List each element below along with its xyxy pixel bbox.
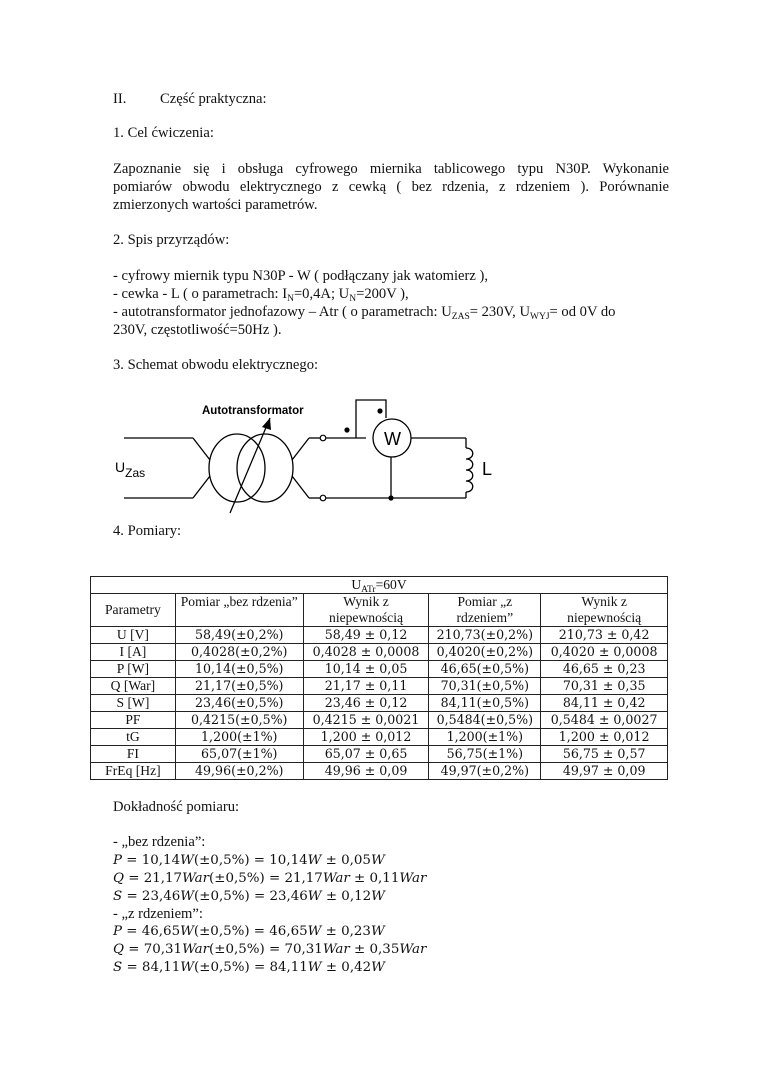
cell-r1: 1,200 ± 0,012	[303, 729, 429, 746]
voltage-cell: $U_{ATr}=60V$	[91, 577, 668, 594]
cell-param: FI	[91, 746, 176, 763]
cell-m2: 210,73(±0,2%)	[429, 627, 541, 644]
table-header-row	[91, 594, 668, 627]
coil-label: L	[482, 459, 493, 479]
table-row	[91, 627, 668, 644]
cell-r2: 0,4020 ± 0,0008	[541, 644, 668, 661]
cell-m2: 84,11(±0,5%)	[429, 695, 541, 712]
table-row	[91, 678, 668, 695]
cell-param: I [A]	[91, 644, 176, 661]
cell-r1: 49,96 ± 0,09	[303, 763, 429, 780]
equation: Q = 21,17War(±0,5%) = 21,17War ± 0,11War	[113, 871, 427, 886]
cell-r2: 46,65 ± 0,23	[541, 661, 668, 678]
header-col3: Pomiar „z rdzeniem”	[429, 594, 541, 627]
cell-m1: 65,07(±1%)	[175, 746, 303, 763]
wattmeter-label: W	[384, 429, 401, 449]
cell-m1: 23,46(±0,5%)	[175, 695, 303, 712]
cell-m2: 0,4020(±0,2%)	[429, 644, 541, 661]
table-row	[91, 661, 668, 678]
cell-r1: 0,4028 ± 0,0008	[303, 644, 429, 661]
equation: Q = 70,31War(±0,5%) = 70,31War ± 0,35War	[113, 942, 427, 957]
equation: P = 46,65W(±0,5%) = 46,65W ± 0,23W	[113, 924, 385, 939]
cell-m2: 1,200(±1%)	[429, 729, 541, 746]
cell-m1: 21,17(±0,5%)	[175, 678, 303, 695]
cell-r2: 84,11 ± 0,42	[541, 695, 668, 712]
cell-param: Q [War]	[91, 678, 176, 695]
equation: P = 10,14W(±0,5%) = 10,14W ± 0,05W	[113, 853, 385, 868]
equation: S = 84,11W(±0,5%) = 84,11W ± 0,42W	[113, 960, 385, 975]
cell-r1: 65,07 ± 0,65	[303, 746, 429, 763]
cell-m1: 1,200(±1%)	[175, 729, 303, 746]
schematic-heading: 3. Schemat obwodu elektrycznego:	[113, 357, 319, 373]
cell-r2: 70,31 ± 0,35	[541, 678, 668, 695]
cell-param: P [W]	[91, 661, 176, 678]
cell-r1: 10,14 ± 0,05	[303, 661, 429, 678]
cell-r1: 0,4215 ± 0,0021	[303, 712, 429, 729]
measurement-table	[90, 576, 668, 780]
table-row	[91, 712, 668, 729]
cell-m2: 49,97(±0,2%)	[429, 763, 541, 780]
cell-r2: 210,73 ± 0,42	[541, 627, 668, 644]
table-row	[91, 729, 668, 746]
table-voltage-row	[91, 577, 668, 594]
autotransformer-label: Autotransformator	[202, 405, 304, 417]
cell-param: FrEq [Hz]	[91, 763, 176, 780]
header-param: Parametry	[91, 594, 176, 627]
cell-param: tG	[91, 729, 176, 746]
cell-m2: 70,31(±0,5%)	[429, 678, 541, 695]
cell-r1: 58,49 ± 0,12	[303, 627, 429, 644]
goal-heading: 1. Cel ćwiczenia:	[113, 125, 214, 141]
cell-m2: 46,65(±0,5%)	[429, 661, 541, 678]
cell-m1: 10,14(±0,5%)	[175, 661, 303, 678]
z-rdzeniem-label: - „z rdzeniem”:	[113, 906, 203, 922]
circuit-diagram	[110, 390, 510, 520]
header-col2: Wynik z niepewnością	[303, 594, 429, 627]
equation: S = 23,46W(±0,5%) = 23,46W ± 0,12W	[113, 889, 385, 904]
u-zas-label: UZas	[115, 459, 146, 480]
header-col4: Wynik z niepewnością	[541, 594, 668, 627]
measurements-heading: 4. Pomiary:	[113, 523, 182, 539]
cell-r1: 23,46 ± 0,12	[303, 695, 429, 712]
cell-m1: 0,4028(±0,2%)	[175, 644, 303, 661]
section-title: Część praktyczna:	[160, 91, 267, 107]
cell-m2: 0,5484(±0,5%)	[429, 712, 541, 729]
cell-m1: 49,96(±0,2%)	[175, 763, 303, 780]
table-row	[91, 746, 668, 763]
cell-param: S [W]	[91, 695, 176, 712]
cell-m1: 58,49(±0,2%)	[175, 627, 303, 644]
cell-r2: 56,75 ± 0,57	[541, 746, 668, 763]
cell-m1: 0,4215(±0,5%)	[175, 712, 303, 729]
instrument-autotransformer: - autotransformator jednofazowy – Atr ( o parametrach: $U_{ZAS}= 230V$, $U_{WYJ}=$ od 0V do	[113, 304, 616, 322]
header-col1: Pomiar „bez rdzenia”	[175, 594, 303, 627]
goal-line-3: zmierzonych wartości parametrów.	[113, 197, 318, 213]
accuracy-heading: Dokładność pomiaru:	[113, 799, 240, 815]
cell-m2: 56,75(±1%)	[429, 746, 541, 763]
cell-r2: 49,97 ± 0,09	[541, 763, 668, 780]
instruments-heading: 2. Spis przyrządów:	[113, 232, 230, 248]
instrument-autotransformer-cont: 230V, częstotliwość=50Hz ).	[113, 322, 282, 338]
table-row	[91, 695, 668, 712]
goal-line-2: pomiarów obwodu elektrycznego z cewką ( bez rdzenia, z rdzeniem ). Porównanie	[113, 179, 669, 195]
cell-param: U [V]	[91, 627, 176, 644]
instrument-coil: - cewka - L ( o parametrach: $I_N=0,4A$; $U_N=200V$ ),	[113, 286, 409, 304]
bez-rdzenia-label: - „bez rdzenia”:	[113, 834, 206, 850]
table-row	[91, 763, 668, 780]
table-row	[91, 644, 668, 661]
instrument-meter: - cyfrowy miernik typu N30P - W ( podłączany jak watomierz ),	[113, 268, 489, 284]
goal-line-1: Zapoznanie się i obsługa cyfrowego miernika tablicowego typu N30P. Wykonanie	[113, 161, 669, 177]
cell-param: PF	[91, 712, 176, 729]
section-number: II.	[113, 91, 127, 107]
cell-r2: 0,5484 ± 0,0027	[541, 712, 668, 729]
cell-r1: 21,17 ± 0,11	[303, 678, 429, 695]
cell-r2: 1,200 ± 0,012	[541, 729, 668, 746]
